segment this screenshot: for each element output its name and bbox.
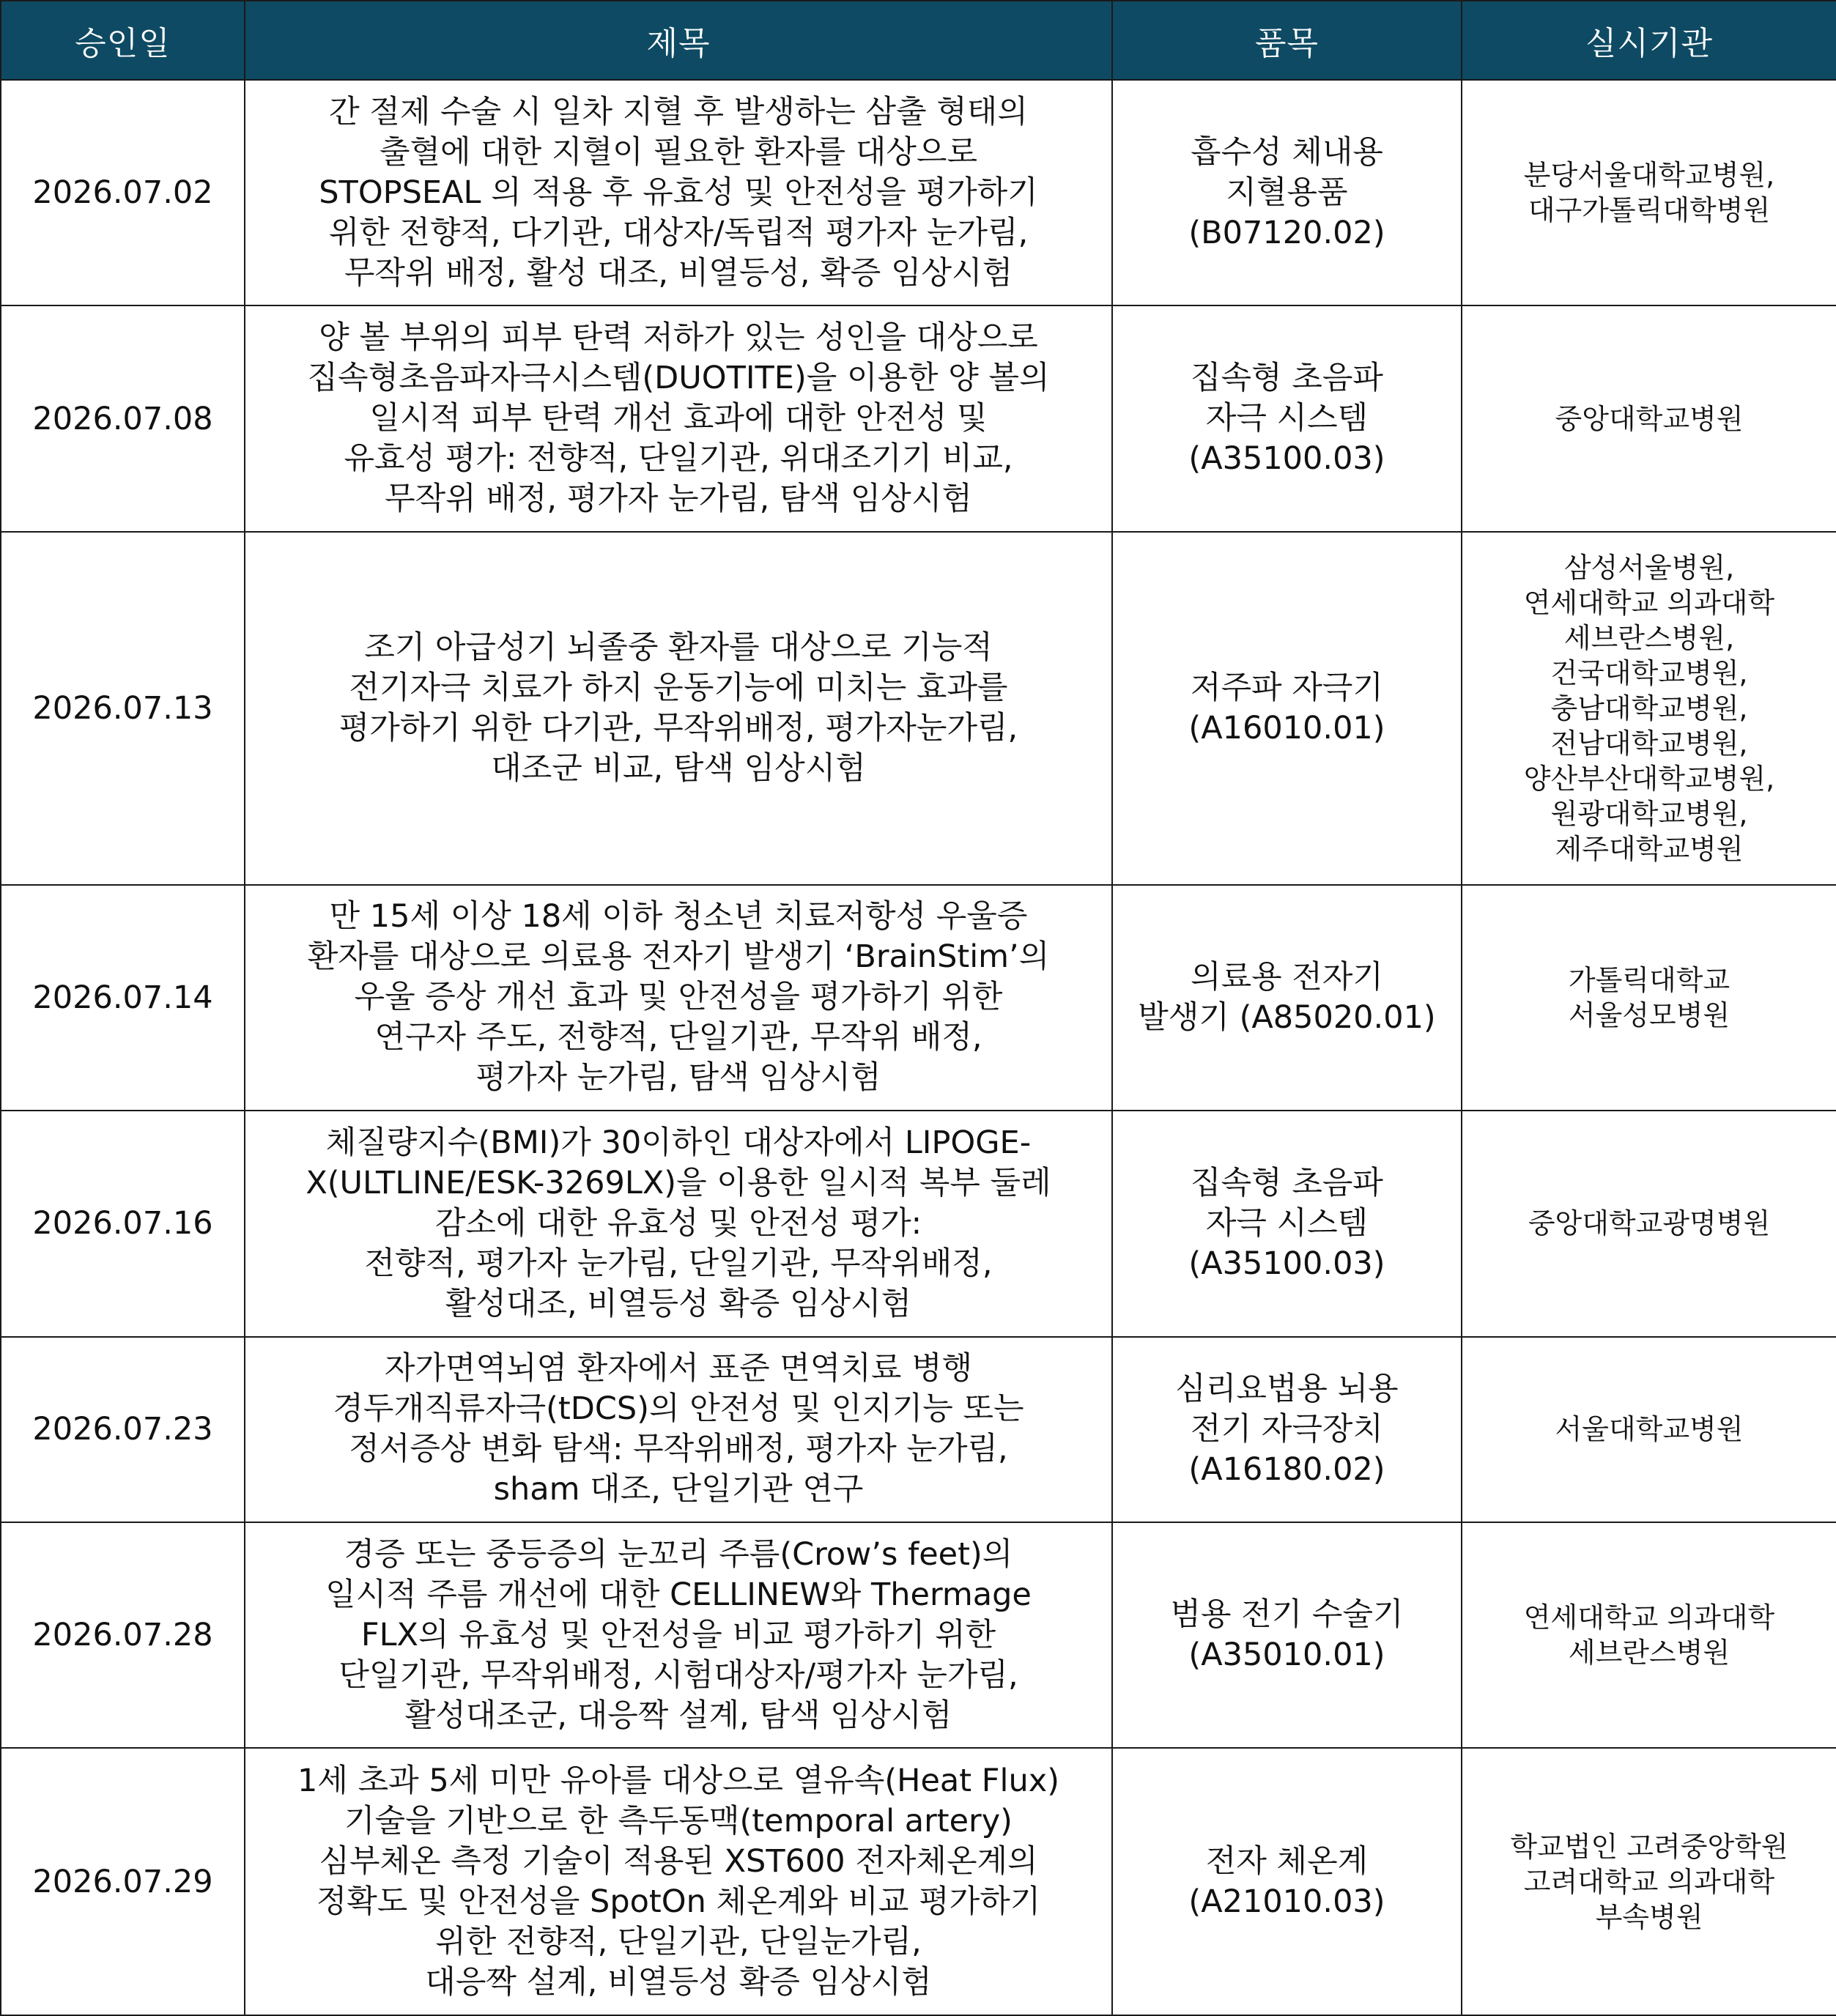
title-cell: 자가면역뇌염 환자에서 표준 면역치료 병행 경두개직류자극(tDCS)의 안전성 및 인지기능 또는 정서증상 변화 탐색: 무작위배정, 평가자 눈가림, sham 대조, 단일기관 연구 — [245, 1337, 1112, 1522]
approval-date-cell: 2026.07.14 — [1, 885, 245, 1111]
item-cell: 흡수성 체내용 지혈용품 (B07120.02) — [1112, 80, 1462, 305]
institution-cell: 서울대학교병원 — [1462, 1337, 1836, 1522]
table-row — [1, 885, 1836, 1111]
item-cell: 전자 체온계 (A21010.03) — [1112, 1748, 1462, 2015]
title-cell: 만 15세 이상 18세 이하 청소년 치료저항성 우울증 환자를 대상으로 의료용 전자기 발생기 ‘BrainStim’의 우울 증상 개선 효과 및 안전성을 평가하기 위한 연구자 주도, 전향적, 단일기관, 무작위 배정, 평가자 눈가림, 탐색 임상시험 — [245, 885, 1112, 1111]
table-row — [1, 1337, 1836, 1522]
item-cell: 저주파 자극기 (A16010.01) — [1112, 532, 1462, 885]
institution-cell: 가톨릭대학교 서울성모병원 — [1462, 885, 1836, 1111]
institution-cell: 중앙대학교병원 — [1462, 305, 1836, 531]
header-institution: 실시기관 — [1462, 1, 1836, 80]
title-cell: 조기 아급성기 뇌졸중 환자를 대상으로 기능적 전기자극 치료가 하지 운동기능에 미치는 효과를 평가하기 위한 다기관, 무작위배정, 평가자눈가림, 대조군 비교, 탐색 임상시험 — [245, 532, 1112, 885]
institution-cell: 중앙대학교광명병원 — [1462, 1111, 1836, 1336]
table-row — [1, 1111, 1836, 1336]
title-cell: 경증 또는 중등증의 눈꼬리 주름(Crow’s feet)의 일시적 주름 개선에 대한 CELLINEW와 Thermage FLX의 유효성 및 안전성을 비교 평가하기 위한 단일기관, 무작위배정, 시험대상자/평가자 눈가림, 활성대조군, 대응짝 설계, 탐색 임상시험 — [245, 1522, 1112, 1748]
header-title: 제목 — [245, 1, 1112, 80]
table-row — [1, 80, 1836, 305]
table-row — [1, 305, 1836, 531]
header-item: 품목 — [1112, 1, 1462, 80]
approval-date-cell: 2026.07.23 — [1, 1337, 245, 1522]
approval-date-cell: 2026.07.16 — [1, 1111, 245, 1336]
table-row — [1, 532, 1836, 885]
approval-date-cell: 2026.07.13 — [1, 532, 245, 885]
title-cell: 체질량지수(BMI)가 30이하인 대상자에서 LIPOGE- X(ULTLINE/ESK-3269LX)을 이용한 일시적 복부 둘레 감소에 대한 유효성 및 안전성 평가: 전향적, 평가자 눈가림, 단일기관, 무작위배정, 활성대조, 비열등성 확증 임상시험 — [245, 1111, 1112, 1336]
institution-cell: 삼성서울병원, 연세대학교 의과대학 세브란스병원, 건국대학교병원, 충남대학교병원, 전남대학교병원, 양산부산대학교병원, 원광대학교병원, 제주대학교병원 — [1462, 532, 1836, 885]
item-cell: 집속형 초음파 자극 시스템 (A35100.03) — [1112, 305, 1462, 531]
institution-cell: 학교법인 고려중앙학원 고려대학교 의과대학 부속병원 — [1462, 1748, 1836, 2015]
institution-cell: 분당서울대학교병원, 대구가톨릭대학병원 — [1462, 80, 1836, 305]
approval-date-cell: 2026.07.29 — [1, 1748, 245, 2015]
table-row — [1, 1522, 1836, 1748]
approval-date-cell: 2026.07.02 — [1, 80, 245, 305]
title-cell: 양 볼 부위의 피부 탄력 저하가 있는 성인을 대상으로 집속형초음파자극시스템(DUOTITE)을 이용한 양 볼의 일시적 피부 탄력 개선 효과에 대한 안전성 및 유효성 평가: 전향적, 단일기관, 위대조기기 비교, 무작위 배정, 평가자 눈가림, 탐색 임상시험 — [245, 305, 1112, 531]
title-cell: 간 절제 수술 시 일차 지혈 후 발생하는 삼출 형태의 출혈에 대한 지혈이 필요한 환자를 대상으로 STOPSEAL 의 적용 후 유효성 및 안전성을 평가하기 위한 전향적, 다기관, 대상자/독립적 평가자 눈가림, 무작위 배정, 활성 대조, 비열등성, 확증 임상시험 — [245, 80, 1112, 305]
table-header — [1, 1, 1836, 80]
item-cell: 집속형 초음파 자극 시스템 (A35100.03) — [1112, 1111, 1462, 1336]
item-cell: 심리요법용 뇌용 전기 자극장치 (A16180.02) — [1112, 1337, 1462, 1522]
title-cell: 1세 초과 5세 미만 유아를 대상으로 열유속(Heat Flux) 기술을 기반으로 한 측두동맥(temporal artery) 심부체온 측정 기술이 적용된 XST600 전자체온계의 정확도 및 안전성을 SpotOn 체온계와 비교 평가하기 위한 전향적, 단일기관, 단일눈가림, 대응짝 설계, 비열등성 확증 임상시험 — [245, 1748, 1112, 2015]
header-approval-date: 승인일 — [1, 1, 245, 80]
institution-cell: 연세대학교 의과대학 세브란스병원 — [1462, 1522, 1836, 1748]
approval-date-cell: 2026.07.08 — [1, 305, 245, 531]
item-cell: 범용 전기 수술기 (A35010.01) — [1112, 1522, 1462, 1748]
item-cell: 의료용 전자기 발생기 (A85020.01) — [1112, 885, 1462, 1111]
approval-date-cell: 2026.07.28 — [1, 1522, 245, 1748]
table-body — [1, 80, 1836, 2015]
table-row — [1, 1748, 1836, 2015]
header-row — [1, 1, 1836, 80]
